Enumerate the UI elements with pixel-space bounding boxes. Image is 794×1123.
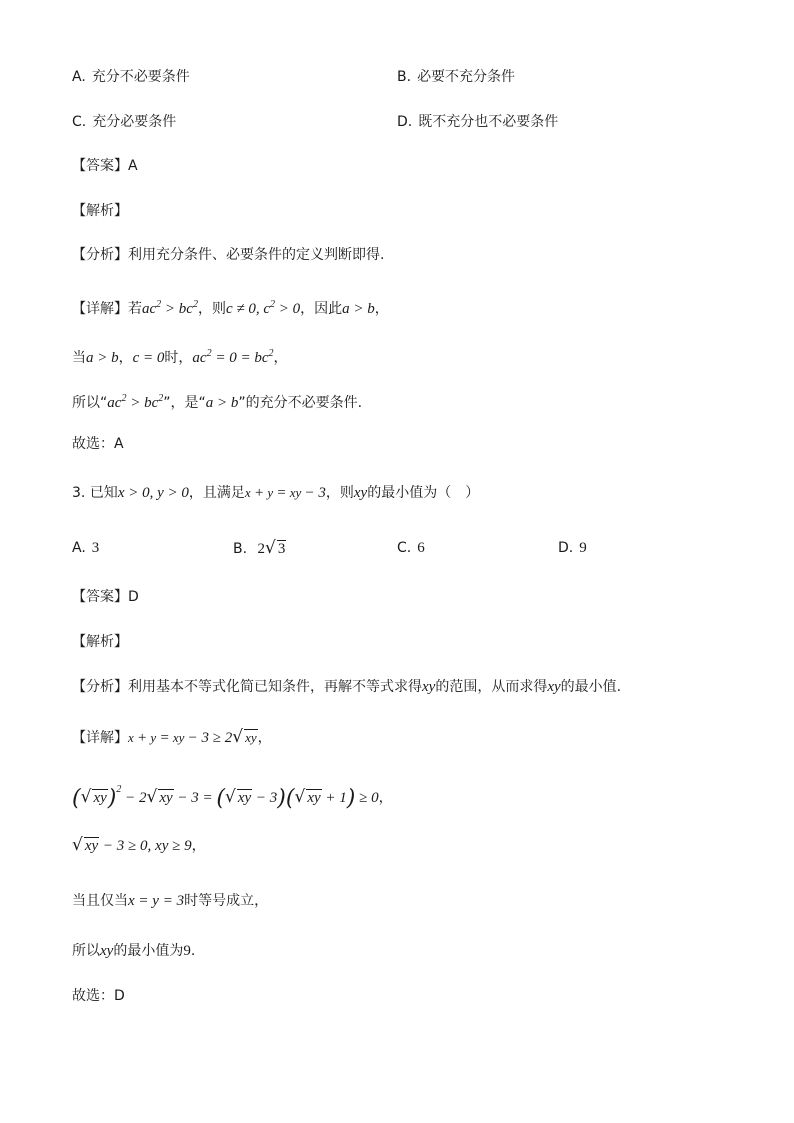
math-expr: a > b — [86, 350, 119, 366]
option-b — [397, 67, 515, 87]
question-text: 已知 — [89, 485, 118, 501]
fenxi-text: 的范围，从而求得 — [435, 679, 548, 695]
detail-text: ”，是“ — [163, 395, 206, 411]
option-label: B. — [397, 69, 412, 85]
detail-text: 所以“ — [72, 395, 108, 411]
analysis-heading: 【解析】 — [72, 203, 128, 219]
fenxi-label: 【分析】 — [72, 679, 128, 695]
option-text: 充分不必要条件 — [91, 69, 190, 85]
detail-text: 若 — [128, 301, 142, 317]
option-c — [397, 538, 425, 558]
fenxi-line — [72, 245, 384, 265]
option-label: C. — [397, 540, 412, 556]
analysis-heading: 【解析】 — [72, 634, 128, 650]
math-expr: x + y = xy − 3 ≥ 2√ xy — [128, 727, 257, 747]
answer-value: D — [128, 589, 139, 605]
option-b: B. 2√ 3 — [233, 538, 286, 558]
option-label: A. — [72, 69, 86, 85]
question-text: 的最小值为（ ） — [367, 485, 480, 501]
question-3 — [72, 483, 479, 503]
detail-text: ”的充分不必要条件. — [238, 395, 363, 411]
answer-value: A — [128, 158, 138, 174]
detail-text: 时等号成立， — [184, 893, 269, 909]
fenxi-text: 利用充分条件、必要条件的定义判断即得. — [128, 247, 385, 263]
detail-line — [72, 727, 272, 748]
answer-line — [72, 156, 138, 176]
option-c — [72, 112, 176, 132]
option-label: D. — [558, 540, 574, 556]
math-expr: xy — [353, 485, 368, 501]
detail-text: ， — [257, 730, 272, 746]
math-expr: x = y = 3 — [128, 893, 185, 909]
option-text: 必要不充分条件 — [417, 69, 516, 85]
choose-value: D — [114, 988, 125, 1004]
option-label: C. — [72, 114, 87, 130]
math-expr: a > b — [342, 301, 375, 317]
detail-text: . — [190, 943, 196, 959]
option-label: D. — [397, 114, 413, 130]
detail-text: 所以 — [72, 943, 100, 959]
option-a — [72, 538, 99, 558]
detail-text: ， — [273, 350, 288, 366]
detail-text: ，因此 — [300, 301, 343, 317]
math-expr: xy — [422, 679, 436, 695]
math-expr: a > b — [205, 395, 239, 411]
answer-line — [72, 587, 139, 607]
fenxi-text: 的最小值. — [560, 679, 622, 695]
math-expr: $ac^2 = 0 = bc^2$ — [192, 348, 274, 366]
option-d — [558, 538, 587, 558]
detail-line — [72, 941, 195, 961]
option-label: B. — [233, 541, 248, 557]
detail-text: ， — [191, 838, 206, 854]
detail-text: ，则 — [197, 301, 226, 317]
math-expr: xy — [100, 943, 114, 959]
detail-line — [72, 389, 362, 413]
detail-line — [72, 780, 393, 809]
option-d — [397, 112, 558, 132]
detail-text: ， — [374, 301, 389, 317]
detail-line — [72, 891, 268, 911]
option-value: 6 — [417, 540, 425, 556]
option-value: 9 — [579, 540, 587, 556]
option-a — [72, 67, 190, 87]
detail-label: 【详解】 — [72, 730, 128, 746]
fenxi-line — [72, 677, 621, 697]
fenxi-label: 【分析】 — [72, 247, 128, 263]
math-expr: c ≠ 0, $c^2 > 0$ — [225, 299, 301, 317]
answer-label: 【答案】 — [72, 158, 128, 174]
math-expr: x > 0, y > 0 — [117, 485, 189, 501]
choose-value: A — [114, 436, 124, 452]
question-text: ，则 — [325, 485, 354, 501]
detail-text: 当且仅当 — [72, 893, 128, 909]
question-number: 3. — [72, 485, 86, 501]
detail-line — [72, 295, 389, 319]
choose-line — [72, 434, 124, 454]
detail-text: ， — [378, 790, 393, 806]
math-expr: x + y = xy − 3 — [244, 485, 326, 501]
detail-line — [72, 835, 206, 856]
math-expr: c = 0 — [132, 350, 165, 366]
detail-line — [72, 344, 288, 368]
option-label: A. — [72, 540, 86, 556]
math-expr: xy — [547, 679, 561, 695]
math-expr: $ac^2 > bc^2$ — [107, 393, 164, 411]
answer-label: 【答案】 — [72, 589, 128, 605]
math-expr: $ac^2 > bc^2$ — [142, 299, 198, 317]
min-value: 9 — [183, 943, 191, 959]
option-text: 既不充分也不必要条件 — [418, 114, 559, 130]
math-expr: (√ xy)$^2$ − 2√ xy − 3 = (√ xy − 3)(√ xy + 1) ≥ 0 — [72, 784, 379, 811]
option-value: 3 — [91, 540, 100, 556]
choose-label: 故选： — [72, 988, 114, 1004]
detail-text: 当 — [72, 350, 86, 366]
question-text: ，且满足 — [188, 485, 245, 501]
detail-text: ， — [118, 350, 133, 366]
fenxi-text: 利用基本不等式化简已知条件，再解不等式求得 — [128, 679, 422, 695]
detail-text: 的最小值为 — [113, 943, 184, 959]
detail-text: 时， — [164, 350, 193, 366]
math-expr: √ xy − 3 ≥ 0, xy ≥ 9 — [72, 835, 192, 855]
detail-label: 【详解】 — [72, 301, 128, 317]
option-text: 充分必要条件 — [92, 114, 177, 130]
choose-label: 故选： — [72, 436, 114, 452]
option-value: 2 — [257, 541, 266, 557]
option-radicand: 3 — [277, 541, 286, 557]
choose-line — [72, 986, 125, 1006]
